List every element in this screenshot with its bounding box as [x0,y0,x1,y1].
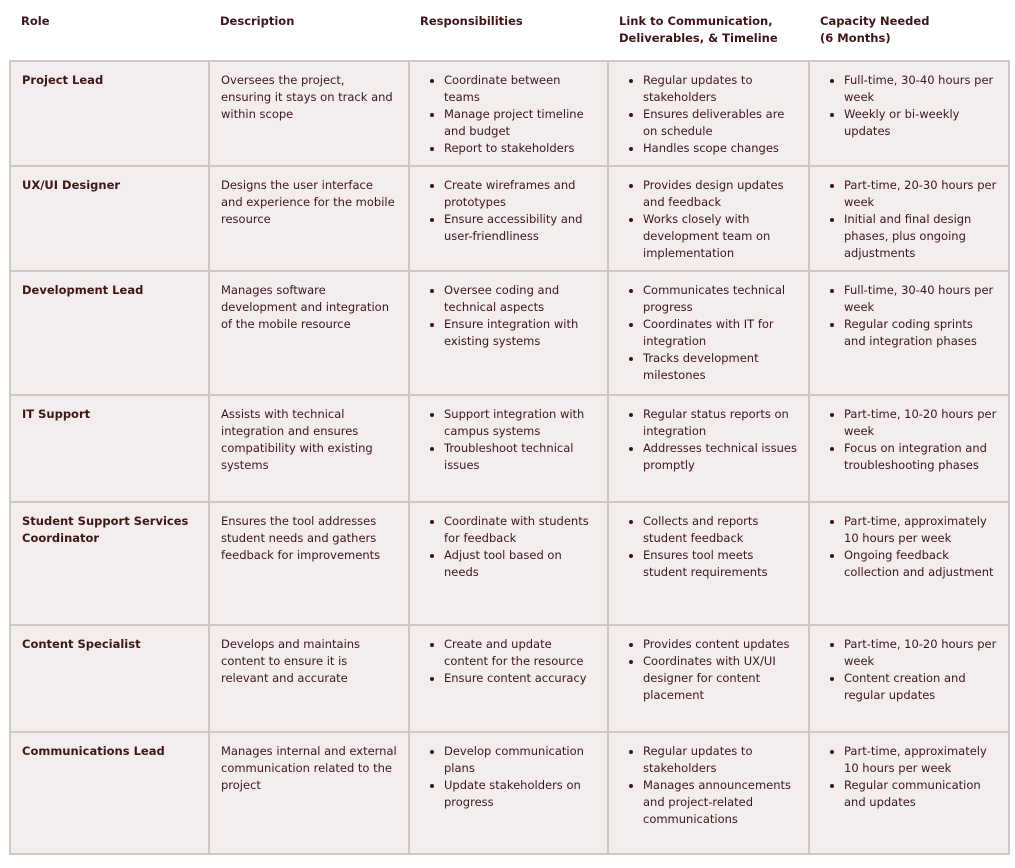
list-item: Support integration with campus systems [421,406,597,440]
capacity-cell [809,271,1009,395]
list-item: Coordinates with IT for integration [620,316,798,350]
link-list [620,72,798,157]
link-list [620,282,798,384]
list-item: Ensure content accuracy [421,670,597,687]
responsibilities-cell [409,395,608,502]
header-capacity: Capacity Needed (6 Months) [809,7,1009,61]
link-cell [608,625,809,732]
link-list [620,636,798,704]
list-item: Adjust tool based on needs [421,547,597,581]
role-cell: Content Specialist [10,625,209,732]
responsibilities-list [421,513,597,581]
list-item: Regular status reports on integration [620,406,798,440]
responsibilities-cell [409,61,608,166]
list-item: Weekly or bi-weekly updates [821,106,998,140]
role-cell: IT Support [10,395,209,502]
responsibilities-list [421,636,597,687]
list-item: Ensures deliverables are on schedule [620,106,798,140]
link-list [620,177,798,262]
link-cell [608,166,809,271]
description-cell: Assists with technical integration and ensures compatibility with existing systems [209,395,409,502]
table-row [10,502,1009,625]
role-cell: Development Lead [10,271,209,395]
description-cell: Develops and maintains content to ensure it is relevant and accurate [209,625,409,732]
responsibilities-cell [409,625,608,732]
list-item: Ensures tool meets student requirements [620,547,798,581]
list-item: Part-time, 10-20 hours per week [821,636,998,670]
table-row [10,166,1009,271]
list-item: Part-time, approximately 10 hours per week [821,513,998,547]
list-item: Tracks development milestones [620,350,798,384]
list-item: Oversee coding and technical aspects [421,282,597,316]
capacity-cell [809,395,1009,502]
list-item: Report to stakeholders [421,140,597,157]
roles-table [9,7,1010,855]
responsibilities-cell [409,732,608,854]
role-cell: UX/UI Designer [10,166,209,271]
table-row [10,395,1009,502]
table-row [10,61,1009,166]
list-item: Collects and reports student feedback [620,513,798,547]
description-cell: Manages internal and external communication related to the project [209,732,409,854]
description-cell: Oversees the project, ensuring it stays on track and within scope [209,61,409,166]
capacity-list [821,282,998,350]
link-cell [608,502,809,625]
responsibilities-list [421,177,597,245]
list-item: Provides design updates and feedback [620,177,798,211]
list-item: Troubleshoot technical issues [421,440,597,474]
list-item: Ensure accessibility and user-friendliness [421,211,597,245]
list-item: Part-time, approximately 10 hours per week [821,743,998,777]
responsibilities-cell [409,502,608,625]
header-responsibilities: Responsibilities [409,7,608,61]
list-item: Regular communication and updates [821,777,998,811]
link-cell [608,271,809,395]
list-item: Works closely with development team on implementation [620,211,798,262]
list-item: Regular updates to stakeholders [620,743,798,777]
responsibilities-list [421,743,597,811]
list-item: Addresses technical issues promptly [620,440,798,474]
list-item: Coordinate between teams [421,72,597,106]
capacity-list [821,743,998,811]
capacity-cell [809,61,1009,166]
capacity-cell [809,166,1009,271]
responsibilities-list [421,406,597,474]
list-item: Content creation and regular updates [821,670,998,704]
header-row [10,7,1009,61]
list-item: Create and update content for the resource [421,636,597,670]
description-cell: Manages software development and integration of the mobile resource [209,271,409,395]
capacity-cell [809,625,1009,732]
list-item: Manages announcements and project-related communications [620,777,798,828]
description-cell: Designs the user interface and experience for the mobile resource [209,166,409,271]
role-cell: Student Support Services Coordinator [10,502,209,625]
list-item: Full-time, 30-40 hours per week [821,72,998,106]
list-item: Focus on integration and troubleshooting phases [821,440,998,474]
list-item: Coordinate with students for feedback [421,513,597,547]
table-row [10,271,1009,395]
link-list [620,513,798,581]
list-item: Handles scope changes [620,140,798,157]
table-row [10,625,1009,732]
capacity-list [821,513,998,581]
link-list [620,406,798,474]
header-link: Link to Communication, Deliverables, & Timeline [608,7,809,61]
description-cell: Ensures the tool addresses student needs and gathers feedback for improvements [209,502,409,625]
list-item: Regular updates to stakeholders [620,72,798,106]
list-item: Ensure integration with existing systems [421,316,597,350]
list-item: Regular coding sprints and integration phases [821,316,998,350]
link-list [620,743,798,828]
header-description: Description [209,7,409,61]
capacity-list [821,636,998,704]
list-item: Ongoing feedback collection and adjustment [821,547,998,581]
responsibilities-cell [409,271,608,395]
list-item: Create wireframes and prototypes [421,177,597,211]
capacity-list [821,177,998,262]
list-item: Full-time, 30-40 hours per week [821,282,998,316]
list-item: Develop communication plans [421,743,597,777]
responsibilities-list [421,72,597,157]
list-item: Provides content updates [620,636,798,653]
list-item: Coordinates with UX/UI designer for content placement [620,653,798,704]
list-item: Initial and final design phases, plus ongoing adjustments [821,211,998,262]
link-cell [608,732,809,854]
capacity-cell [809,502,1009,625]
list-item: Communicates technical progress [620,282,798,316]
list-item: Part-time, 20-30 hours per week [821,177,998,211]
list-item: Part-time, 10-20 hours per week [821,406,998,440]
link-cell [608,395,809,502]
table-row [10,732,1009,854]
responsibilities-list [421,282,597,350]
header-role: Role [10,7,209,61]
capacity-cell [809,732,1009,854]
role-cell: Communications Lead [10,732,209,854]
role-cell: Project Lead [10,61,209,166]
capacity-list [821,72,998,140]
list-item: Manage project timeline and budget [421,106,597,140]
capacity-list [821,406,998,474]
link-cell [608,61,809,166]
list-item: Update stakeholders on progress [421,777,597,811]
responsibilities-cell [409,166,608,271]
